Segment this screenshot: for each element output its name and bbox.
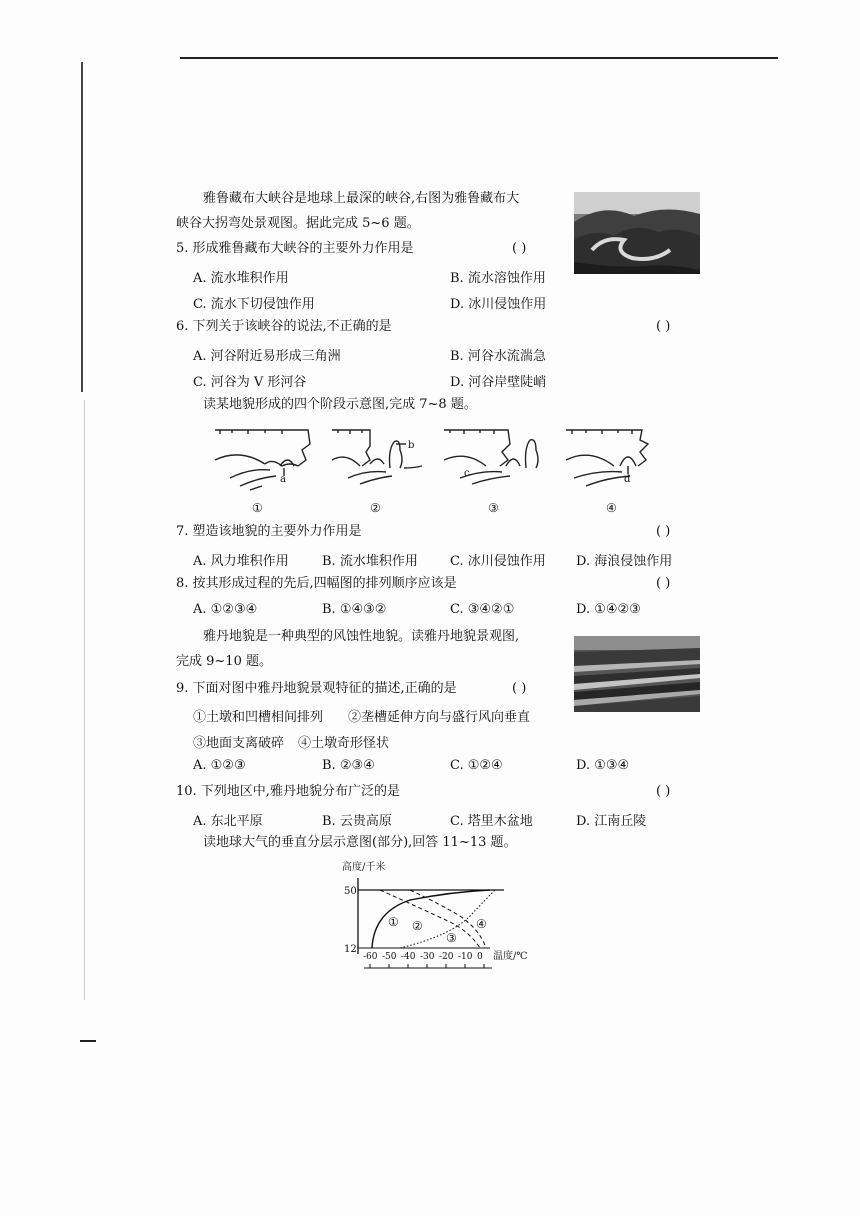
q10-answer-bracket[interactable]: ( ) [656,784,671,799]
intro-5-6-line1: 雅鲁藏布大峡谷是地球上最深的峡谷,右图为雅鲁藏布大 [203,191,520,206]
q8-answer-bracket[interactable]: ( ) [656,576,671,591]
binding-line [81,62,83,392]
intro-9-10-line1: 雅丹地貌是一种典型的风蚀性地貌。读雅丹地貌景观图, [203,629,520,644]
stage-3-sketch [444,430,538,484]
canyon-photo [574,192,700,274]
q7-option-b[interactable]: B. 流水堆积作用 [322,554,418,569]
x-tick-label: 0 [477,952,483,962]
x-tick-label: -50 [382,952,397,962]
q8-option-a[interactable]: A. ①②③④ [193,602,258,617]
q10-option-a[interactable]: A. 东北平原 [193,814,263,829]
stage-1-sketch [215,430,310,490]
q9-option-a[interactable]: A. ①②③ [193,758,246,773]
x-tick-label: -60 [363,952,378,962]
intro-9-10-line2: 完成 9~10 题。 [176,654,272,669]
x-tick-label: -20 [439,952,454,962]
q10-option-d[interactable]: D. 江南丘陵 [576,814,647,829]
q9-statement-4: ④土墩奇形怪状 [298,736,390,751]
coast-erosion-diagram [210,420,680,518]
x-tick-label: -40 [401,952,416,962]
q9-option-b[interactable]: B. ②③④ [322,758,375,773]
stage-label-1: ① [252,501,263,515]
q9-stem: 9. 下面对图中雅丹地貌景观特征的描述,正确的是 [176,681,457,696]
x-axis-label: 温度/℃ [493,951,528,962]
q9-statement-1: ①土墩和凹槽相间排列 [193,710,324,725]
y-tick-12: 12 [344,944,357,955]
q5-answer-bracket[interactable]: ( ) [512,241,527,256]
q7-answer-bracket[interactable]: ( ) [656,524,671,539]
q9-option-d[interactable]: D. ①③④ [576,758,630,773]
q9-statement-2: ②垄槽延伸方向与盛行风向垂直 [348,710,531,725]
x-tick-label: -30 [420,952,435,962]
q8-option-d[interactable]: D. ①④②③ [576,602,641,617]
q7-option-c[interactable]: C. 冰川侵蚀作用 [450,554,546,569]
point-label-a: a [280,474,286,485]
q7-stem: 7. 塑造该地貌的主要外力作用是 [176,524,362,539]
q6-stem: 6. 下列关于该峡谷的说法,不正确的是 [176,319,392,334]
q5-option-c[interactable]: C. 流水下切侵蚀作用 [193,297,315,312]
header-rule [180,57,778,59]
binding-mark [80,1040,96,1042]
q9-statement-3: ③地面支离破碎 [193,736,285,751]
yardang-photo [574,636,700,712]
q6-answer-bracket[interactable]: ( ) [656,319,671,334]
stage-4-sketch [566,430,648,486]
q6-option-b[interactable]: B. 河谷水流湍急 [450,349,546,364]
intro-11-13: 读地球大气的垂直分层示意图(部分),回答 11~13 题。 [203,835,517,850]
point-label-c: c [464,468,470,479]
q5-option-d[interactable]: D. 冰川侵蚀作用 [450,297,547,312]
q6-option-d[interactable]: D. 河谷岸壁陡峭 [450,375,547,390]
stage-2-sketch [332,430,422,484]
q10-option-b[interactable]: B. 云贵高原 [322,814,392,829]
point-label-d: d [624,474,631,485]
y-tick-50: 50 [344,886,357,897]
curve-label-2: ② [412,919,423,933]
intro-5-6-line2: 峡谷大拐弯处景观图。据此完成 5~6 题。 [176,216,420,231]
q10-option-c[interactable]: C. 塔里木盆地 [450,814,533,829]
q8-option-b[interactable]: B. ①④③② [322,602,387,617]
point-label-b: b [408,440,415,451]
curve-label-3: ③ [446,931,457,945]
q5-stem: 5. 形成雅鲁藏布大峡谷的主要外力作用是 [176,241,414,256]
q10-stem: 10. 下列地区中,雅丹地貌分布广泛的是 [176,784,400,799]
q5-option-b[interactable]: B. 流水溶蚀作用 [450,271,546,286]
binding-line-faint [84,400,85,1000]
stage-label-2: ② [370,501,381,515]
x-tick-label: -10 [458,952,473,962]
stage-label-4: ④ [606,501,617,515]
q6-option-c[interactable]: C. 河谷为 V 形河谷 [193,375,307,390]
curve-label-1: ① [388,915,399,929]
q7-option-d[interactable]: D. 海浪侵蚀作用 [576,554,673,569]
q9-option-c[interactable]: C. ①②④ [450,758,503,773]
stage-label-3: ③ [488,501,499,515]
q8-option-c[interactable]: C. ③④②① [450,602,515,617]
q7-option-a[interactable]: A. 风力堆积作用 [193,554,289,569]
intro-7-8: 读某地貌形成的四个阶段示意图,完成 7~8 题。 [203,397,477,412]
q9-answer-bracket[interactable]: ( ) [512,681,527,696]
atmosphere-chart [330,856,550,976]
chart-y-axis-label: 高度/千米 [342,862,386,873]
q5-option-a[interactable]: A. 流水堆积作用 [193,271,289,286]
curve-label-4: ④ [476,917,487,931]
q6-option-a[interactable]: A. 河谷附近易形成三角洲 [193,349,341,364]
q8-stem: 8. 按其形成过程的先后,四幅图的排列顺序应该是 [176,576,457,591]
